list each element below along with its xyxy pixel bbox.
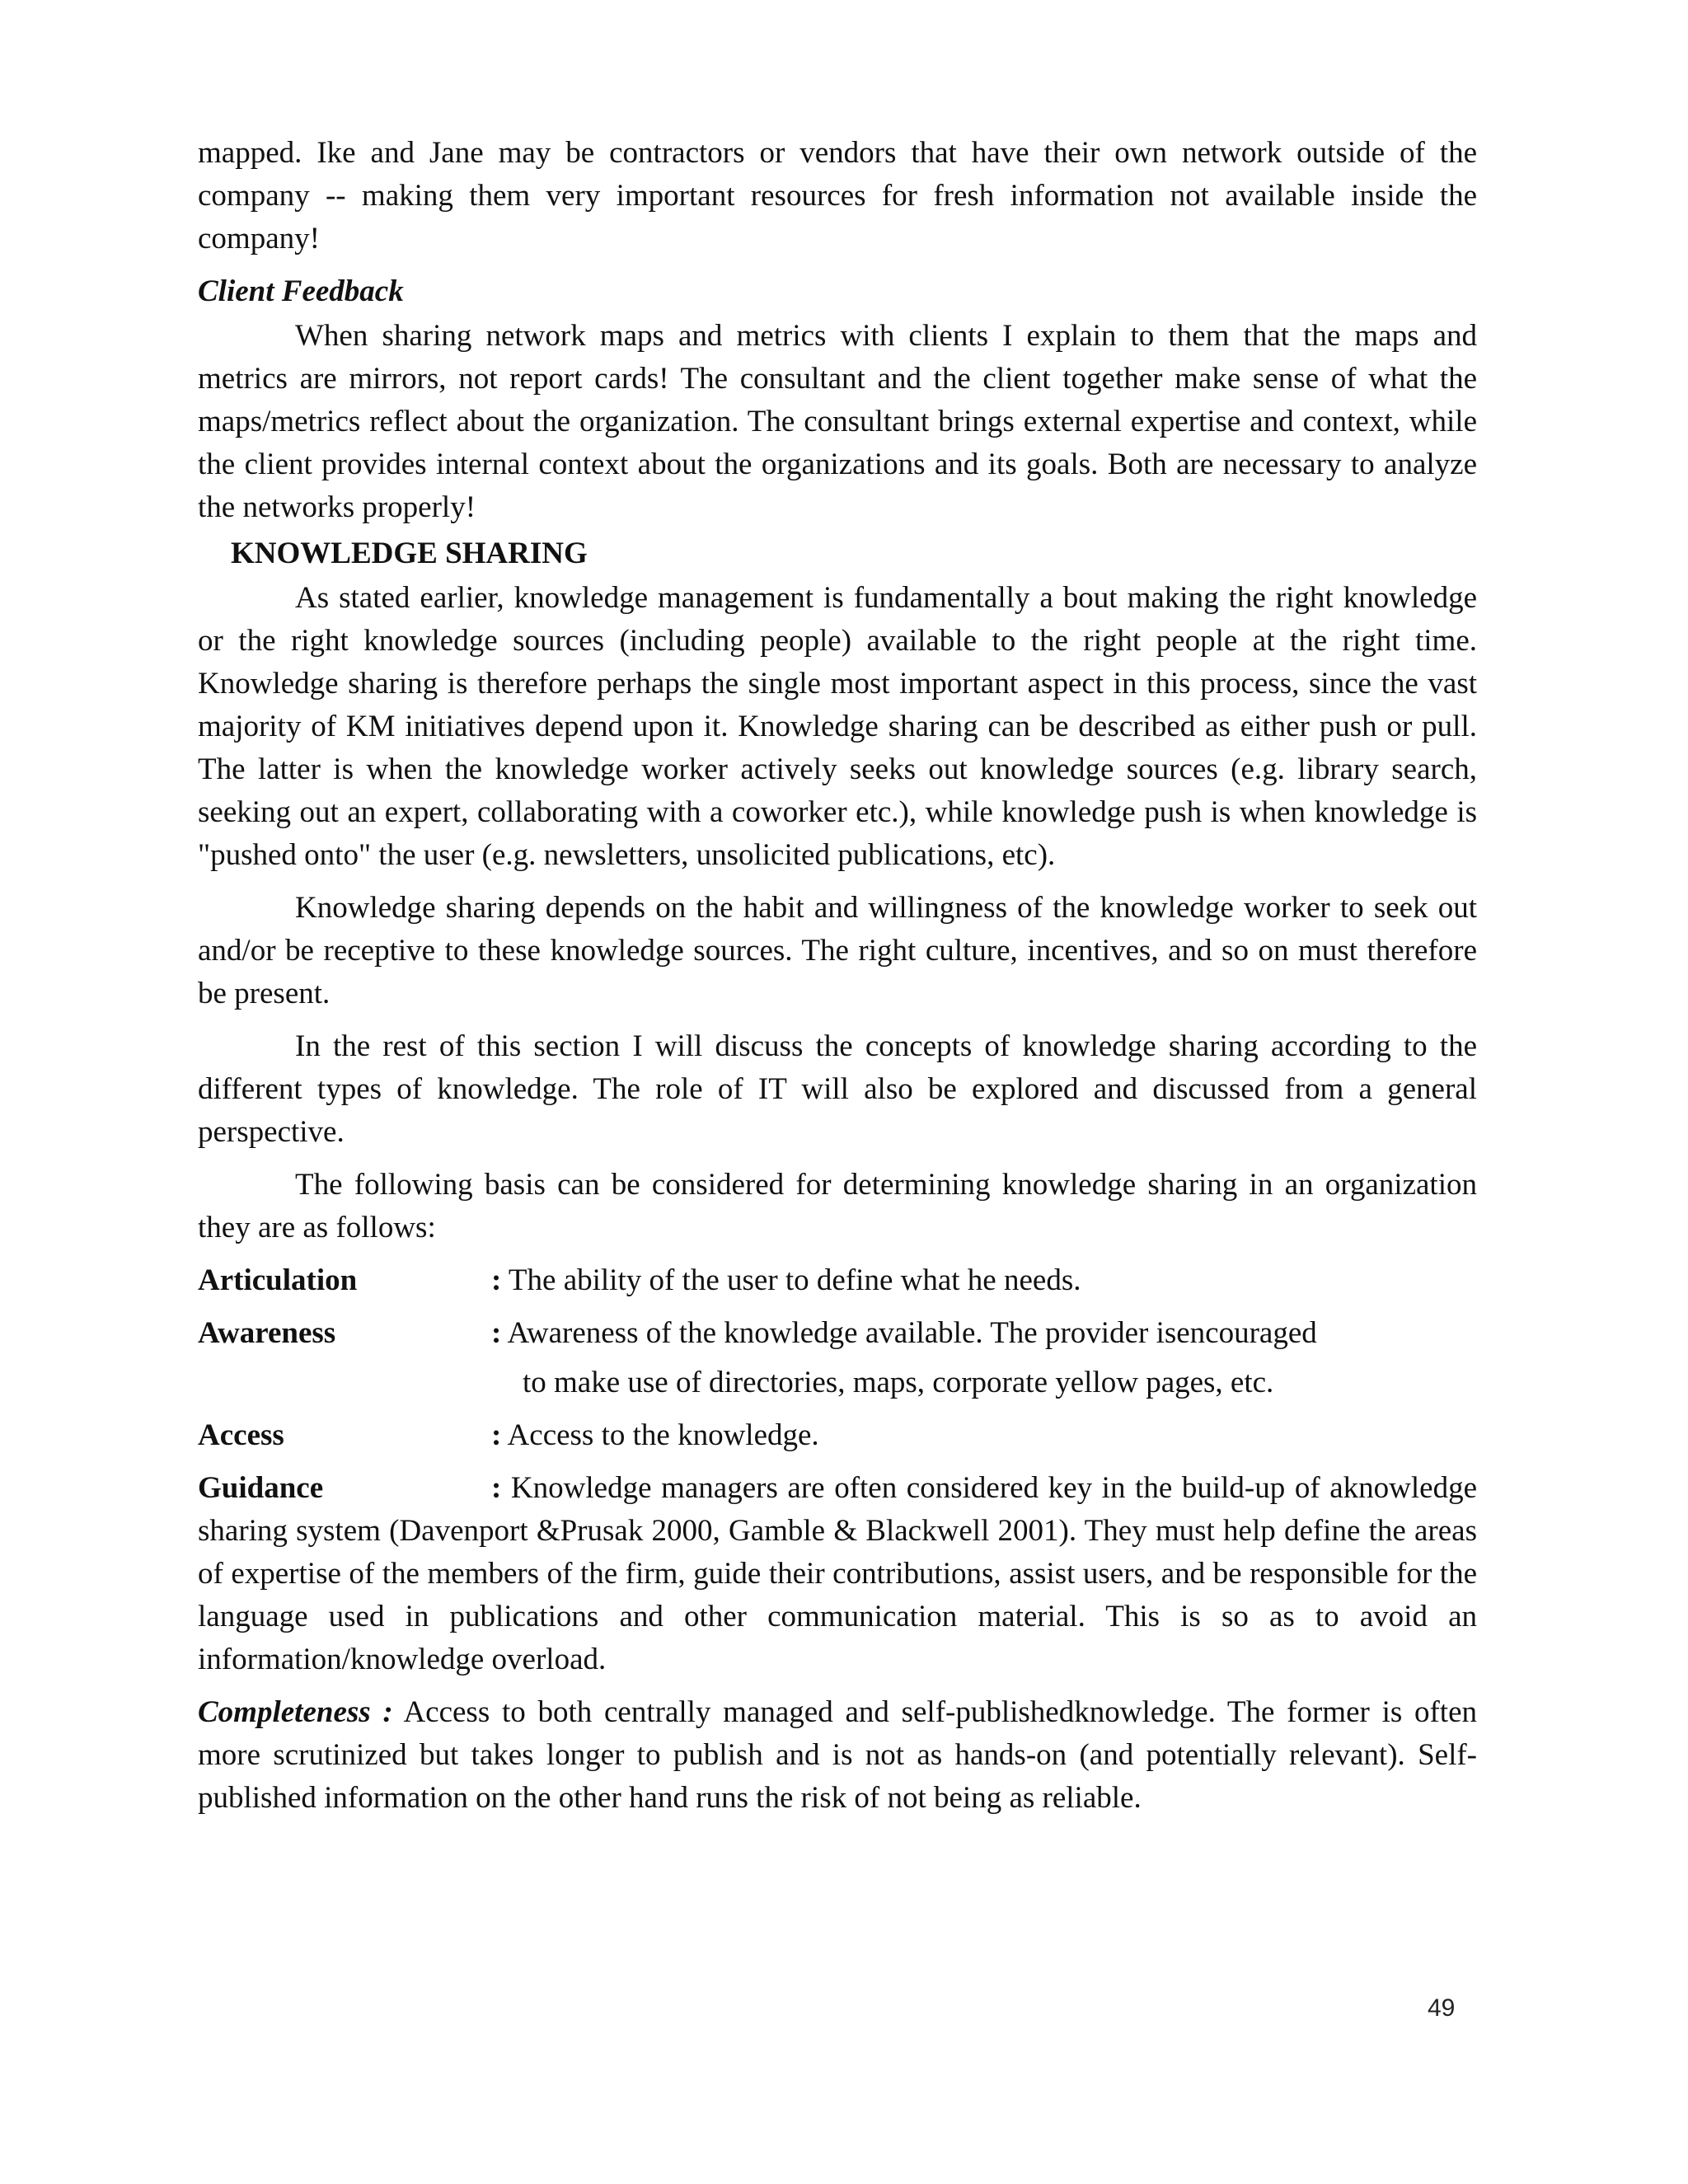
definition-term: Articulation [198, 1263, 358, 1297]
definition-text [491, 1259, 1477, 1302]
intro-continuation-paragraph: mapped. Ike and Jane may be contractors or vendors that have their own network outside of the company -- making them very important resources for fresh information not available inside the company! [198, 136, 1477, 255]
page-number: 49 [1428, 1994, 1456, 2022]
definition-term: Guidance [198, 1471, 324, 1505]
definition-text [491, 1312, 1477, 1355]
definition-body: Access to the knowledge. [507, 1418, 819, 1452]
document-page [198, 132, 1477, 1830]
definition-body: Awareness of the knowledge available. The provider isencouraged [507, 1316, 1317, 1350]
definition-body: Knowledge managers are often considered key in the build-up of aknowledge sharing system (Davenport &Prusak 2000, Gamble & Blackwell 2001). They must help define the areas of expertise of the members of the firm, guide their contributions, assist users, and be responsible for the language used in publications and other communication material. This is so as to avoid an information/knowledge overload. [198, 1471, 1477, 1676]
definition-text [491, 1414, 1477, 1457]
definition-body: The ability of the user to define what he needs. [508, 1263, 1081, 1297]
definition-colon: : [491, 1263, 502, 1297]
knowledge-sharing-paragraph-4: The following basis can be considered for determining knowledge sharing in an organization they are as follows: [198, 1168, 1477, 1244]
definition-access [198, 1414, 1477, 1457]
knowledge-sharing-paragraph-3: In the rest of this section I will discuss the concepts of knowledge sharing according to the different types of knowledge. The role of IT will also be explored and discussed from a general perspective. [198, 1029, 1477, 1149]
definition-guidance [198, 1467, 1477, 1681]
definition-term: Access [198, 1418, 284, 1452]
definition-colon: : [491, 1316, 502, 1350]
definition-colon: : [491, 1471, 502, 1505]
definition-completeness [198, 1691, 1477, 1820]
client-feedback-paragraph: When sharing network maps and metrics with clients I explain to them that the maps and metrics are mirrors, not report cards! The consultant and the client together make sense of what the maps/metrics reflect about the organization. The consultant brings external expertise and context, while the client provides internal context about the organizations and its goals. Both are necessary to analyze the networks properly! [198, 319, 1477, 524]
definition-awareness [198, 1312, 1477, 1355]
client-feedback-heading: Client Feedback [198, 274, 404, 308]
knowledge-sharing-paragraph-2: Knowledge sharing depends on the habit and willingness of the knowledge worker to seek out and/or be receptive to these knowledge sources. The right culture, incentives, and so on must therefore be present. [198, 891, 1477, 1010]
definition-colon: : [491, 1418, 502, 1452]
knowledge-sharing-heading: KNOWLEDGE SHARING [231, 537, 588, 570]
knowledge-sharing-paragraph-1: As stated earlier, knowledge management is fundamentally a bout making the right knowledge or the right knowledge sources (including people) available to the right people at the right time. Knowledge sharing is therefore perhaps the single most important aspect in this process, since the vast majority of KM initiatives depend upon it. Knowledge sharing can be described as either push or pull. The latter is when the knowledge worker actively seeks out knowledge sources (e.g. library search, seeking out an expert, collaborating with a coworker etc.), while knowledge push is when knowledge is "pushed onto" the user (e.g. newsletters, unsolicited publications, etc). [198, 581, 1477, 872]
definition-term: Awareness [198, 1316, 336, 1350]
definition-awareness-continuation: to make use of directories, maps, corporate yellow pages, etc. [523, 1366, 1274, 1399]
definition-articulation [198, 1259, 1477, 1302]
definition-term: Completeness : [198, 1695, 393, 1729]
definition-body: Access to both centrally managed and self-publishedknowledge. The former is often more scrutinized but takes longer to publish and is not as hands-on (and potentially relevant). Self-published information on the other hand runs the risk of not being as reliable. [198, 1695, 1478, 1815]
